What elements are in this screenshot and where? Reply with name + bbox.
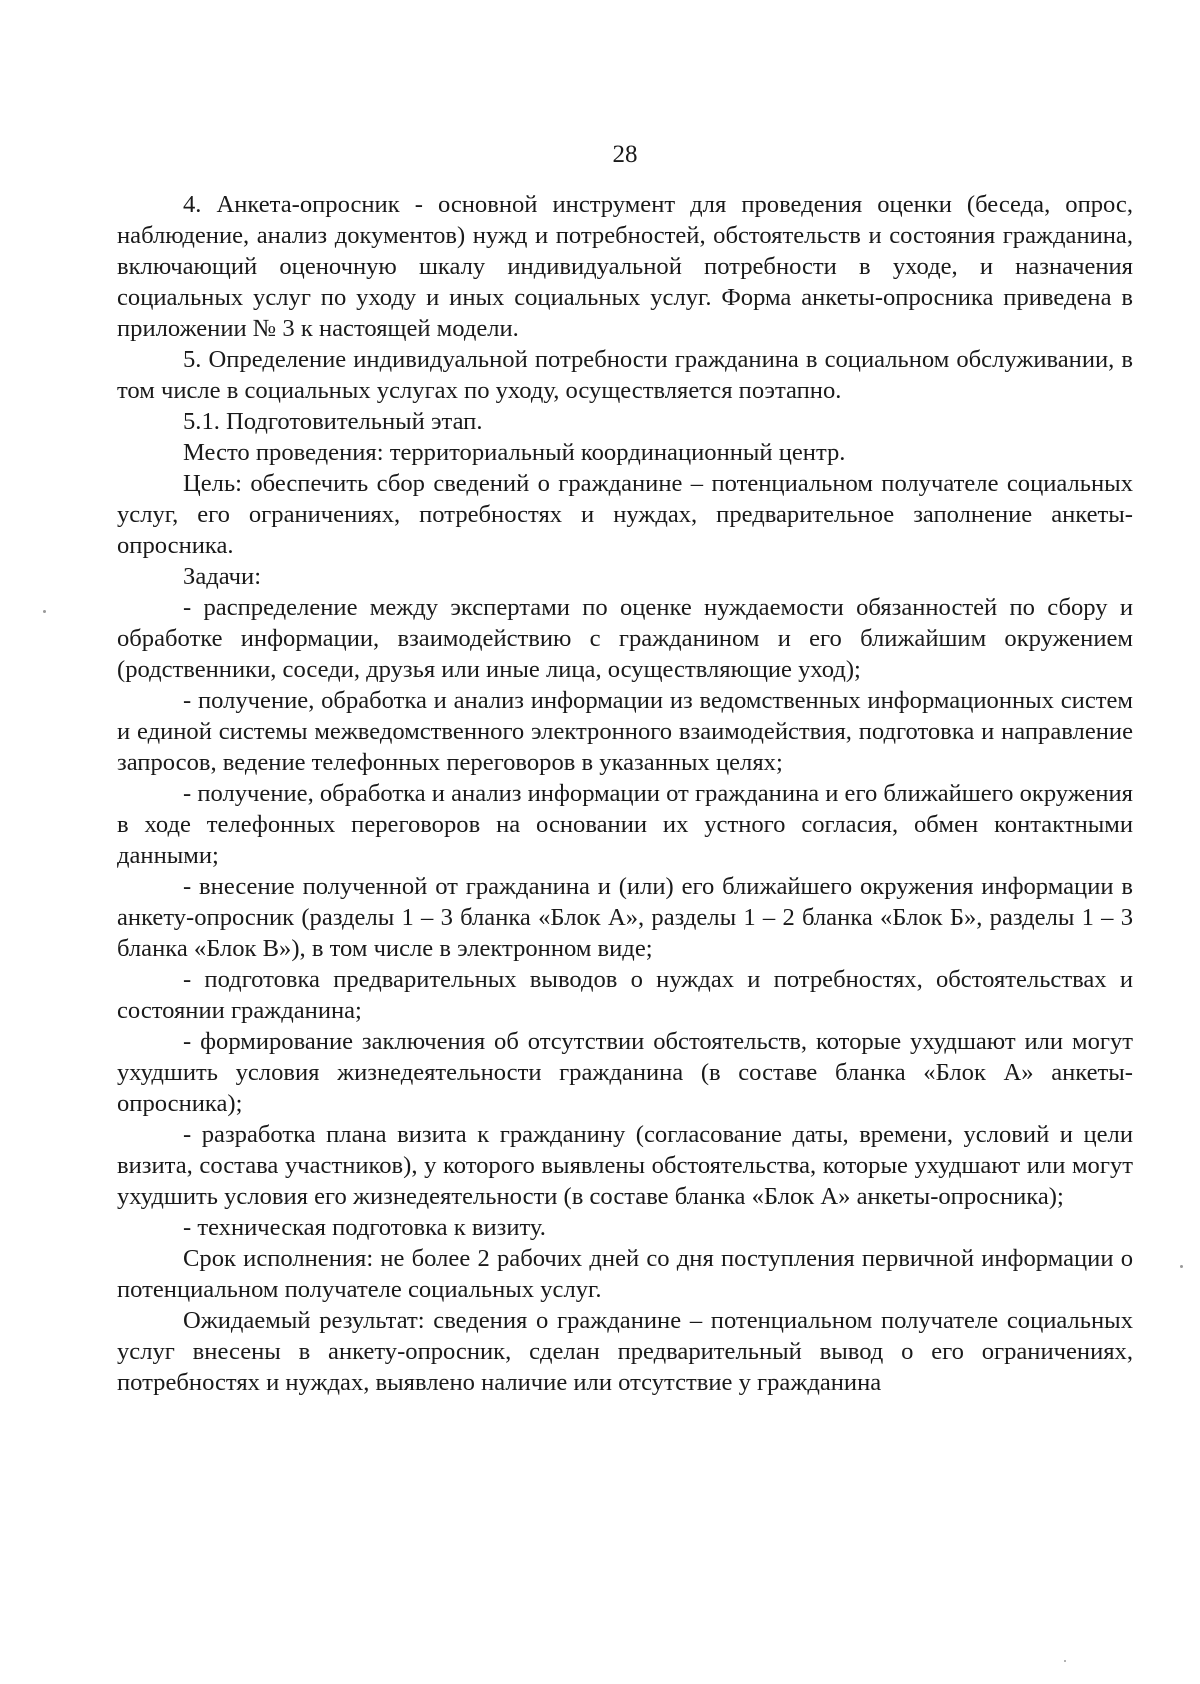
page-number: 28 <box>612 141 638 168</box>
task-item-preliminary-conclusions: - подготовка предварительных выводов о нуждах и потребностях, обстоятельствах и состоянии гражданина; <box>117 966 1133 1024</box>
task-item-distribution: - распределение между экспертами по оценке нуждаемости обязанностей по сбору и обработке информации, взаимодействию с гражданином и его ближайшим окружением (родственники, соседи, друзья или иные лица, осуществляющие уход); <box>117 594 1133 683</box>
scan-artifact <box>43 610 46 613</box>
task-item-visit-plan: - разработка плана визита к гражданину (согласование даты, времени, условий и цели визита, состава участников), у которого выявлены обстоятельства, которые ухудшают или могут ухудшить условия его жизнедеятельности (в составе бланка «Блок А» анкеты-опросника); <box>117 1121 1133 1210</box>
paragraph-venue: Место проведения: территориальный координационный центр. <box>183 439 846 466</box>
task-item-conclusion: - формирование заключения об отсутствии обстоятельств, которые ухудшают или могут ухудшить условия жизнедеятельности гражданина (в составе бланка «Блок А» анкеты-опросника); <box>117 1028 1133 1117</box>
paragraph-expected-result: Ожидаемый результат: сведения о гражданине – потенциальном получателе социальных услуг внесены в анкету-опросник, сделан предварительный вывод о его ограничениях, потребностях и нуждах, выявлено наличие или отсутствие у гражданина <box>117 1307 1133 1396</box>
task-item-technical-preparation: - техническая подготовка к визиту. <box>183 1214 546 1241</box>
document-body <box>117 189 1133 1398</box>
scan-artifact <box>1180 1265 1183 1268</box>
task-item-phone-analysis: - получение, обработка и анализ информации от гражданина и его ближайшего окружения в ходе телефонных переговоров на основании их устного согласия, обмен контактными данными; <box>117 780 1133 869</box>
paragraph-4-questionnaire: 4. Анкета-опросник - основной инструмент для проведения оценки (беседа, опрос, наблюдение, анализ документов) нужд и потребностей, обстоятельств и состояния гражданина, включающий оценочную шкалу индивидуальной потребности в уходе, и назначения социальных услуг по уходу и иных социальных услуг. Форма анкеты-опросника приведена в приложении № 3 к настоящей модели. <box>117 191 1133 342</box>
paragraph-5-determination: 5. Определение индивидуальной потребности гражданина в социальном обслуживании, в том числе в социальных услугах по уходу, осуществляется поэтапно. <box>117 346 1133 404</box>
paragraph-tasks-heading: Задачи: <box>183 563 262 590</box>
scan-artifact <box>1064 1660 1066 1662</box>
paragraph-5-1-heading: 5.1. Подготовительный этап. <box>183 408 483 435</box>
task-item-information-systems: - получение, обработка и анализ информации из ведомственных информационных систем и единой системы межведомственного электронного взаимодействия, подготовка и направление запросов, ведение телефонных переговоров в указанных целях; <box>117 687 1133 776</box>
paragraph-goal: Цель: обеспечить сбор сведений о гражданине – потенциальном получателе социальных услуг, его ограничениях, потребностях и нуждах, предварительное заполнение анкеты-опросника. <box>117 470 1133 559</box>
task-item-data-entry: - внесение полученной от гражданина и (или) его ближайшего окружения информации в анкету-опросник (разделы 1 – 3 бланка «Блок А», разделы 1 – 2 бланка «Блок Б», разделы 1 – 3 бланка «Блок В»), в том числе в электронном виде; <box>117 873 1133 962</box>
paragraph-deadline: Срок исполнения: не более 2 рабочих дней со дня поступления первичной информации о потенциальном получателе социальных услуг. <box>117 1245 1133 1303</box>
